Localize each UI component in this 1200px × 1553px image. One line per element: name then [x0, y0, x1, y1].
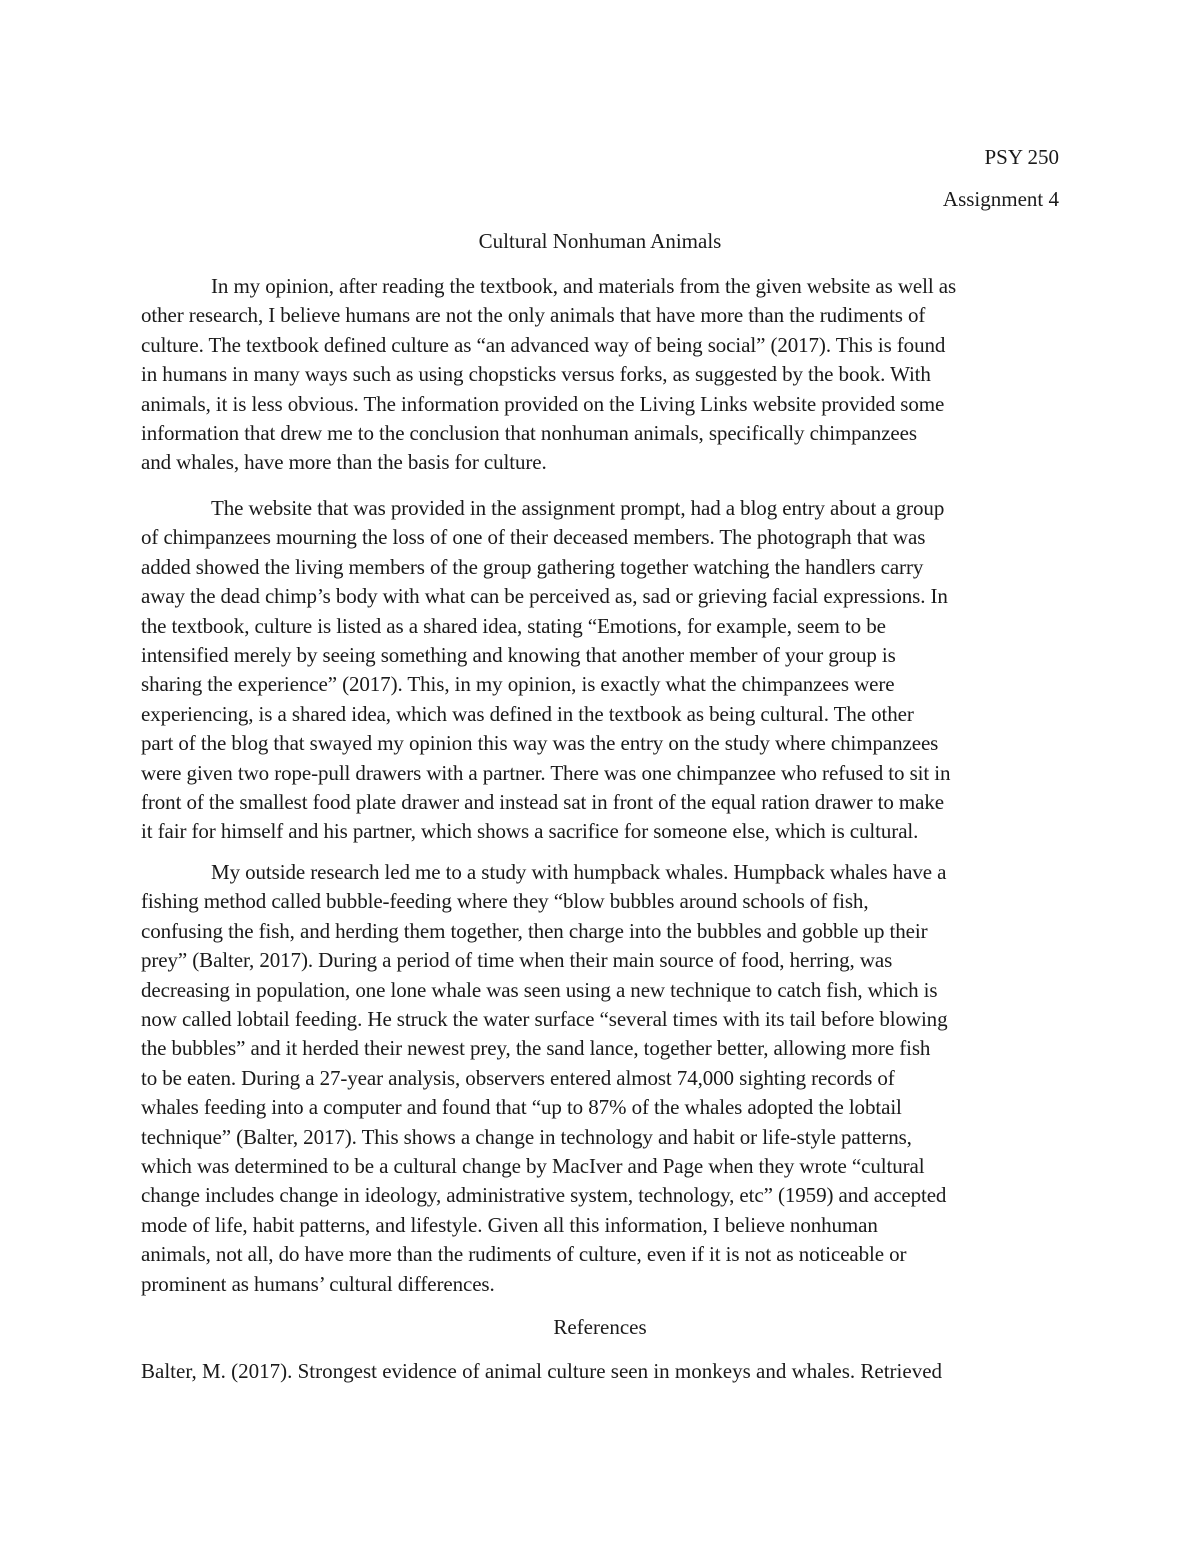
paragraph-line: mode of life, habit patterns, and lifestyle. Given all this information, I believe nonhuman: [141, 1212, 878, 1237]
course-code: PSY 250: [984, 145, 1059, 169]
paragraph-line: decreasing in population, one lone whale was seen using a new technique to catch fish, which is: [141, 977, 938, 1002]
paragraph-line: fishing method called bubble-feeding where they “blow bubbles around schools of fish,: [141, 889, 869, 914]
paragraph-line: In my opinion, after reading the textbook, and materials from the given website as well as: [211, 274, 957, 298]
paragraph-line: technique” (Balter, 2017). This shows a change in technology and habit or life-style patterns,: [141, 1124, 912, 1149]
paragraph-line: it fair for himself and his partner, which shows a sacrifice for someone else, which is cultural.: [141, 819, 919, 844]
paragraph-line: change includes change in ideology, administrative system, technology, etc” (1959) and accepted: [141, 1183, 947, 1208]
paragraph-line: and whales, have more than the basis for culture.: [141, 450, 547, 475]
paragraph-line: culture. The textbook defined culture as “an advanced way of being social” (2017). This is found: [141, 332, 946, 357]
paragraph-line: animals, not all, do have more than the rudiments of culture, even if it is not as noticeable or: [141, 1242, 907, 1267]
paragraph-line: part of the blog that swayed my opinion this way was the entry on the study where chimpanzees: [141, 731, 939, 756]
paragraph-line: whales feeding into a computer and found that “up to 87% of the whales adopted the lobtail: [141, 1095, 902, 1120]
assignment-label: Assignment 4: [942, 187, 1059, 211]
paragraph-line: the textbook, culture is listed as a shared idea, stating “Emotions, for example, seem to be: [141, 613, 886, 638]
paragraph-line: confusing the fish, and herding them together, then charge into the bubbles and gobble up their: [141, 918, 928, 943]
paragraph-line: to be eaten. During a 27-year analysis, observers entered almost 74,000 sighting records of: [141, 1065, 895, 1090]
paragraph-3: [141, 858, 1061, 1299]
paragraph-line: The website that was provided in the assignment prompt, had a blog entry about a group: [211, 496, 945, 520]
paragraph-line: of chimpanzees mourning the loss of one of their deceased members. The photograph that was: [141, 525, 926, 550]
paragraph-line: added showed the living members of the group gathering together watching the handlers carry: [141, 554, 924, 579]
paragraph-line: the bubbles” and it herded their newest prey, the sand lance, together better, allowing more fish: [141, 1036, 931, 1061]
paragraph-line: intensified merely by seeing something and knowing that another member of your group is: [141, 643, 896, 668]
paragraph-line: were given two rope-pull drawers with a partner. There was one chimpanzee who refused to sit in: [141, 760, 951, 785]
paragraph-line: experiencing, is a shared idea, which was defined in the textbook as being cultural. The other: [141, 701, 914, 726]
paragraph-line: now called lobtail feeding. He struck the water surface “several times with its tail before blowing: [141, 1007, 948, 1032]
paragraph-line: other research, I believe humans are not the only animals that have more than the rudiments of: [141, 303, 926, 328]
reference-entry: Balter, M. (2017). Strongest evidence of animal culture seen in monkeys and whales. Retrieved: [141, 1359, 943, 1383]
references-heading: References: [553, 1315, 647, 1339]
paragraph-line: which was determined to be a cultural change by MacIver and Page when they wrote “cultural: [141, 1154, 925, 1179]
paragraph-line: information that drew me to the conclusion that nonhuman animals, specifically chimpanzees: [141, 421, 917, 446]
document-title: Cultural Nonhuman Animals: [478, 229, 722, 253]
paragraph-line: prey” (Balter, 2017). During a period of time when their main source of food, herring, was: [141, 948, 893, 973]
paragraph-line: in humans in many ways such as using chopsticks versus forks, as suggested by the book. With: [141, 362, 931, 387]
paragraph-2: [141, 494, 1061, 847]
paragraph-1: [141, 272, 1061, 478]
paragraph-line: prominent as humans’ cultural differences.: [141, 1271, 495, 1296]
paragraph-line: sharing the experience” (2017). This, in my opinion, is exactly what the chimpanzees were: [141, 672, 895, 697]
paragraph-line: animals, it is less obvious. The information provided on the Living Links website provided some: [141, 391, 945, 416]
paragraph-line: front of the smallest food plate drawer and instead sat in front of the equal ration drawer to make: [141, 790, 944, 815]
paragraph-line: away the dead chimp’s body with what can be perceived as, sad or grieving facial expressions. In: [141, 584, 948, 609]
paragraph-line: My outside research led me to a study with humpback whales. Humpback whales have a: [211, 860, 947, 884]
